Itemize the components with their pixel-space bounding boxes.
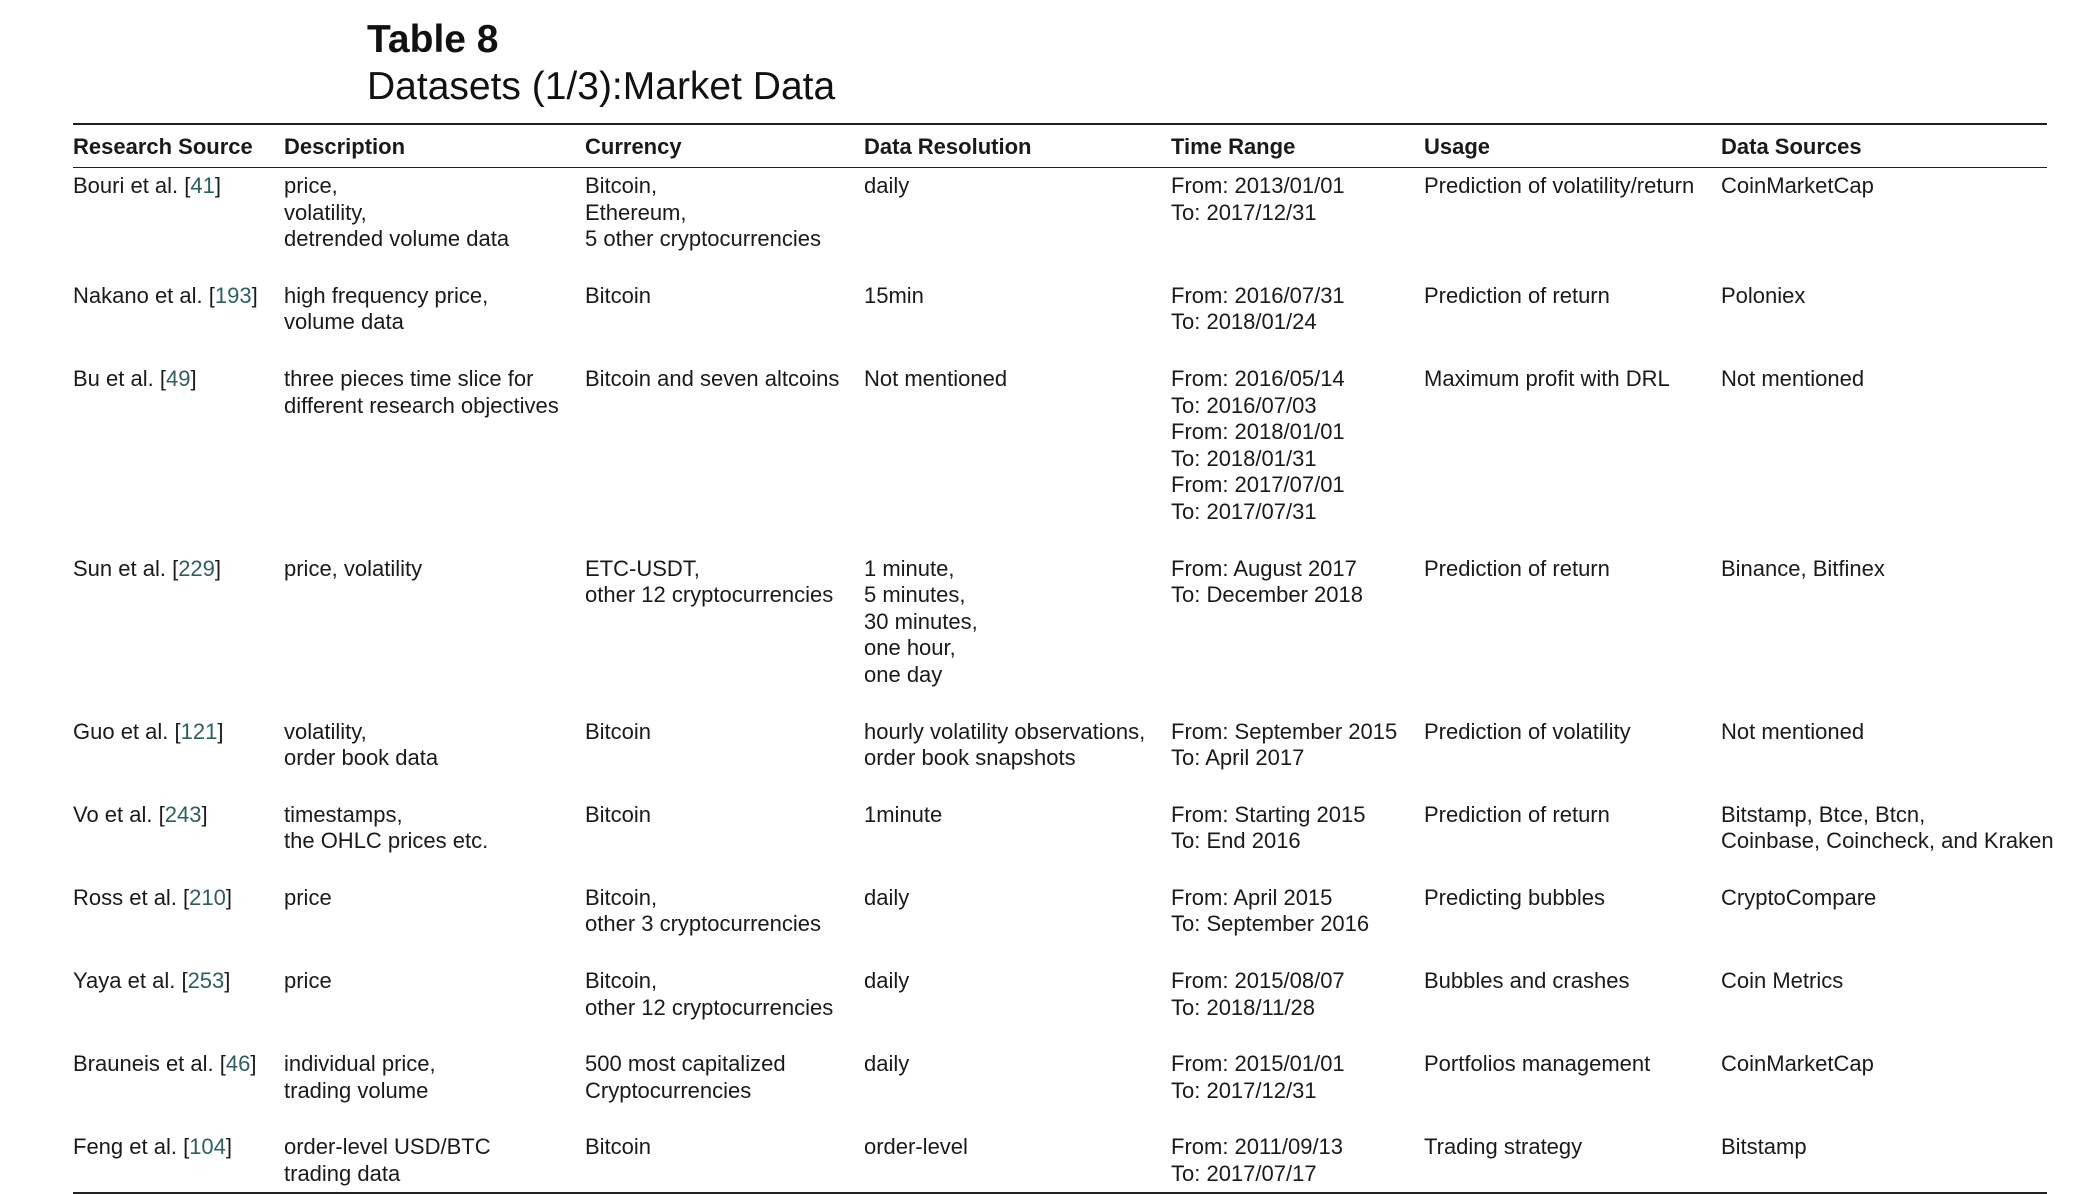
- cell-data-sources: [1721, 278, 2047, 361]
- cell-data-resolution: [864, 963, 1171, 1046]
- cell-research-source: Guo et al. [121]: [73, 718, 224, 744]
- cell-line: To: September 2016: [1171, 911, 1370, 937]
- cell-line: ETC-USDT,: [585, 555, 700, 581]
- cell-line: To: 2018/01/24: [1171, 309, 1317, 335]
- cell-line: individual price,: [284, 1051, 436, 1077]
- cell-line: high frequency price,: [284, 282, 489, 308]
- cell-usage: [1424, 278, 1721, 361]
- source-authors: Feng et al.: [73, 1134, 177, 1160]
- cell-line: To: 2017/07/17: [1171, 1161, 1317, 1187]
- cell-data-resolution: [864, 714, 1171, 797]
- cell-line: CoinMarketCap: [1721, 1051, 1874, 1077]
- citation-link[interactable]: 210: [189, 884, 226, 910]
- cell-data-resolution: [864, 1046, 1171, 1129]
- cell-line: To: 2017/12/31: [1171, 199, 1317, 225]
- cell-line: Prediction of return: [1424, 801, 1610, 827]
- cell-research-source: Bouri et al. [41]: [73, 173, 222, 198]
- cell-data-resolution: [864, 278, 1171, 361]
- cell-line: Bitcoin: [585, 1134, 652, 1160]
- table-row: [73, 1046, 2047, 1129]
- cell-data-sources: [1721, 714, 2047, 797]
- cell-line: price: [284, 884, 332, 910]
- cell-line: Bitcoin,: [585, 173, 658, 198]
- cell-line: Bitstamp: [1721, 1134, 1807, 1160]
- cell-data-sources: [1721, 797, 2054, 880]
- cell-data-sources: [1721, 1129, 2047, 1192]
- table-title: Datasets (1/3):Market Data: [367, 65, 836, 108]
- cell-line: Not mentioned: [1721, 365, 1865, 391]
- cell-data-sources: [1721, 168, 2047, 278]
- cell-line: From: Starting 2015: [1171, 801, 1366, 827]
- table-row: [73, 1129, 2047, 1192]
- cell-line: 5 minutes,: [864, 582, 966, 608]
- datasets-table: [73, 123, 2054, 1194]
- cell-data-sources: [1721, 361, 2047, 551]
- cell-line: price: [284, 968, 332, 994]
- cell-line: To: 2018/11/28: [1171, 994, 1315, 1020]
- cell-research-source: Ross et al. [210]: [73, 884, 233, 910]
- cell-usage: [1424, 361, 1721, 551]
- header-data-sources: Data Sources: [1721, 124, 2047, 168]
- table-row: [73, 168, 2047, 278]
- header-data-resolution: Data Resolution: [864, 124, 1171, 168]
- table-row: [73, 551, 2047, 714]
- cell-line: Maximum profit with DRL: [1424, 365, 1670, 391]
- source-authors: Bouri et al.: [73, 173, 179, 198]
- citation-link[interactable]: 193: [214, 282, 252, 308]
- cell-data-resolution: [864, 880, 1171, 963]
- cell-line: Prediction of return: [1424, 555, 1610, 581]
- cell-data-resolution: [864, 361, 1171, 551]
- cell-line: volatility,: [284, 199, 367, 225]
- cell-line: Not mentioned: [1721, 718, 1865, 744]
- cell-line: Bubbles and crashes: [1424, 968, 1630, 994]
- cell-line: To: 2018/01/31: [1171, 445, 1317, 471]
- cell-line: price,: [284, 173, 338, 198]
- cell-line: different research objectives: [284, 392, 559, 418]
- cell-line: order-level: [864, 1134, 968, 1160]
- table-header-row: [73, 124, 2047, 168]
- cell-research-source: Sun et al. [229]: [73, 555, 222, 581]
- cell-line: 30 minutes,: [864, 608, 978, 634]
- cell-usage: [1424, 714, 1721, 797]
- table-body: [73, 168, 2054, 1193]
- table-row: [73, 963, 2047, 1046]
- cell-line: daily: [864, 884, 910, 910]
- cell-usage: [1424, 551, 1721, 714]
- cell-usage: [1424, 168, 1721, 278]
- cell-line: Bitcoin,: [585, 968, 658, 994]
- cell-research-source: Brauneis et al. [46]: [73, 1051, 257, 1077]
- cell-line: Not mentioned: [864, 365, 1008, 391]
- cell-data-resolution: [864, 1129, 1171, 1192]
- cell-line: other 12 cryptocurrencies: [585, 994, 834, 1020]
- source-authors: Bu et al.: [73, 365, 154, 391]
- cell-line: other 12 cryptocurrencies: [585, 582, 834, 608]
- cell-line: Ethereum,: [585, 199, 687, 225]
- cell-description: [284, 361, 585, 551]
- cell-data-resolution: [864, 797, 1171, 880]
- cell-line: Portfolios management: [1424, 1051, 1651, 1077]
- cell-line: Bitcoin: [585, 282, 652, 308]
- cell-line: From: 2016/05/14: [1171, 365, 1345, 391]
- cell-time-range: [1171, 551, 1424, 714]
- cell-line: From: 2015/01/01: [1171, 1051, 1345, 1077]
- cell-data-sources: [1721, 551, 2047, 714]
- cell-description: [284, 797, 585, 880]
- cell-line: CoinMarketCap: [1721, 173, 1874, 198]
- cell-description: [284, 1129, 585, 1192]
- cell-research-source: Yaya et al. [253]: [73, 968, 231, 994]
- source-authors: Brauneis et al.: [73, 1051, 214, 1077]
- cell-description: [284, 880, 585, 963]
- table-row: [73, 714, 2047, 797]
- cell-line: Trading strategy: [1424, 1134, 1583, 1160]
- cell-line: From: 2017/07/01: [1171, 472, 1345, 498]
- source-authors: Vo et al.: [73, 801, 153, 827]
- cell-line: daily: [864, 968, 910, 994]
- cell-description: [284, 278, 585, 361]
- cell-currency: [585, 278, 864, 361]
- citation-link[interactable]: 229: [178, 555, 215, 581]
- cell-usage: [1424, 797, 1721, 880]
- cell-line: other 3 cryptocurrencies: [585, 911, 821, 937]
- source-authors: Nakano et al.: [73, 282, 203, 308]
- cell-data-resolution: [864, 168, 1171, 278]
- cell-line: volume data: [284, 309, 404, 335]
- cell-line: trading data: [284, 1161, 401, 1187]
- cell-line: order-level USD/BTC: [284, 1134, 491, 1160]
- citation-link[interactable]: 121: [180, 718, 218, 744]
- cell-line: Prediction of volatility/return: [1424, 173, 1695, 198]
- source-authors: Sun et al.: [73, 555, 166, 581]
- cell-research-source: Nakano et al. [193]: [73, 282, 258, 308]
- cell-line: To: End 2016: [1171, 828, 1301, 854]
- cell-line: Bitcoin,: [585, 884, 658, 910]
- cell-data-sources: [1721, 880, 2047, 963]
- cell-line: daily: [864, 1051, 910, 1077]
- cell-line: From: 2016/07/31: [1171, 282, 1345, 308]
- cell-time-range: [1171, 168, 1424, 278]
- cell-currency: [585, 880, 864, 963]
- cell-line: volatility,: [284, 718, 367, 744]
- citation-link[interactable]: 104: [189, 1134, 226, 1160]
- cell-line: To: December 2018: [1171, 582, 1363, 608]
- cell-time-range: [1171, 1129, 1424, 1192]
- cell-line: detrended volume data: [284, 226, 510, 252]
- cell-description: [284, 714, 585, 797]
- cell-line: From: 2018/01/01: [1171, 419, 1345, 445]
- cell-description: [284, 551, 585, 714]
- cell-usage: [1424, 963, 1721, 1046]
- cell-currency: [585, 551, 864, 714]
- cell-time-range: [1171, 361, 1424, 551]
- header-research-source: Research Source: [73, 124, 284, 168]
- cell-line: Binance, Bitfinex: [1721, 555, 1885, 581]
- citation-link[interactable]: 46: [225, 1051, 251, 1077]
- cell-line: Bitcoin: [585, 801, 652, 827]
- cell-currency: [585, 168, 864, 278]
- cell-currency: [585, 963, 864, 1046]
- cell-line: order book data: [284, 745, 439, 771]
- header-usage: Usage: [1424, 124, 1721, 168]
- cell-data-resolution: [864, 551, 1171, 714]
- cell-line: To: April 2017: [1171, 745, 1305, 771]
- cell-data-sources: [1721, 1046, 2047, 1129]
- cell-research-source: Bu et al. [49]: [73, 365, 197, 391]
- cell-currency: [585, 714, 864, 797]
- cell-time-range: [1171, 278, 1424, 361]
- cell-line: From: 2013/01/01: [1171, 173, 1345, 198]
- table-row: [73, 797, 2047, 880]
- cell-line: three pieces time slice for: [284, 365, 534, 391]
- cell-line: From: April 2015: [1171, 884, 1333, 910]
- citation-link[interactable]: 49: [165, 365, 191, 391]
- cell-line: From: 2011/09/13: [1171, 1134, 1344, 1160]
- cell-line: Prediction of volatility: [1424, 718, 1631, 744]
- table-row: [73, 278, 2047, 361]
- cell-line: Bitstamp, Btce, Btcn,: [1721, 801, 1926, 827]
- cell-currency: [585, 361, 864, 551]
- cell-currency: [585, 1129, 864, 1192]
- cell-line: To: 2016/07/03: [1171, 392, 1317, 418]
- cell-usage: [1424, 880, 1721, 963]
- cell-time-range: [1171, 880, 1424, 963]
- cell-line: Cryptocurrencies: [585, 1077, 752, 1103]
- citation-link[interactable]: 243: [164, 801, 202, 827]
- table-row: [73, 361, 2047, 551]
- header-description: Description: [284, 124, 585, 168]
- cell-line: 1minute: [864, 801, 943, 827]
- cell-line: hourly volatility observations,: [864, 718, 1146, 744]
- cell-line: one day: [864, 661, 943, 687]
- cell-line: Predicting bubbles: [1424, 884, 1606, 910]
- cell-research-source: Feng et al. [104]: [73, 1134, 233, 1160]
- cell-time-range: [1171, 963, 1424, 1046]
- source-authors: Yaya et al.: [73, 968, 176, 994]
- cell-line: From: 2015/08/07: [1171, 968, 1345, 994]
- citation-link[interactable]: 41: [190, 173, 215, 198]
- cell-line: Poloniex: [1721, 282, 1806, 308]
- cell-line: Coinbase, Coincheck, and Kraken: [1721, 828, 2054, 854]
- cell-line: timestamps,: [284, 801, 403, 827]
- cell-line: 500 most capitalized: [585, 1051, 786, 1077]
- source-authors: Guo et al.: [73, 718, 169, 744]
- header-currency: Currency: [585, 124, 864, 168]
- cell-line: Bitcoin and seven altcoins: [585, 365, 840, 391]
- cell-line: trading volume: [284, 1077, 429, 1103]
- cell-description: [284, 1046, 585, 1129]
- cell-line: 15min: [864, 282, 924, 308]
- cell-research-source: Vo et al. [243]: [73, 801, 208, 827]
- table-row: [73, 880, 2047, 963]
- cell-line: 1 minute,: [864, 555, 955, 581]
- cell-line: 5 other cryptocurrencies: [585, 226, 821, 252]
- cell-data-sources: [1721, 963, 2047, 1046]
- source-authors: Ross et al.: [73, 884, 177, 910]
- cell-time-range: [1171, 797, 1424, 880]
- cell-time-range: [1171, 714, 1424, 797]
- cell-line: daily: [864, 173, 910, 198]
- cell-usage: [1424, 1129, 1721, 1192]
- cell-line: the OHLC prices etc.: [284, 828, 489, 854]
- cell-line: To: 2017/12/31: [1171, 1077, 1317, 1103]
- cell-line: one hour,: [864, 635, 956, 661]
- cell-currency: [585, 797, 864, 880]
- header-time-range: Time Range: [1171, 124, 1424, 168]
- table-label: Table 8: [367, 18, 499, 61]
- cell-line: From: August 2017: [1171, 555, 1357, 581]
- cell-line: price, volatility: [284, 555, 423, 581]
- cell-line: Coin Metrics: [1721, 968, 1844, 994]
- cell-description: [284, 963, 585, 1046]
- cell-line: From: September 2015: [1171, 718, 1398, 744]
- cell-line: CryptoCompare: [1721, 884, 1877, 910]
- citation-link[interactable]: 253: [187, 968, 225, 994]
- cell-line: order book snapshots: [864, 745, 1076, 771]
- cell-description: [284, 168, 585, 278]
- cell-line: Prediction of return: [1424, 282, 1610, 308]
- cell-usage: [1424, 1046, 1721, 1129]
- table-caption: [367, 16, 835, 110]
- cell-currency: [585, 1046, 864, 1129]
- cell-line: Bitcoin: [585, 718, 652, 744]
- cell-time-range: [1171, 1046, 1424, 1129]
- cell-line: To: 2017/07/31: [1171, 498, 1317, 524]
